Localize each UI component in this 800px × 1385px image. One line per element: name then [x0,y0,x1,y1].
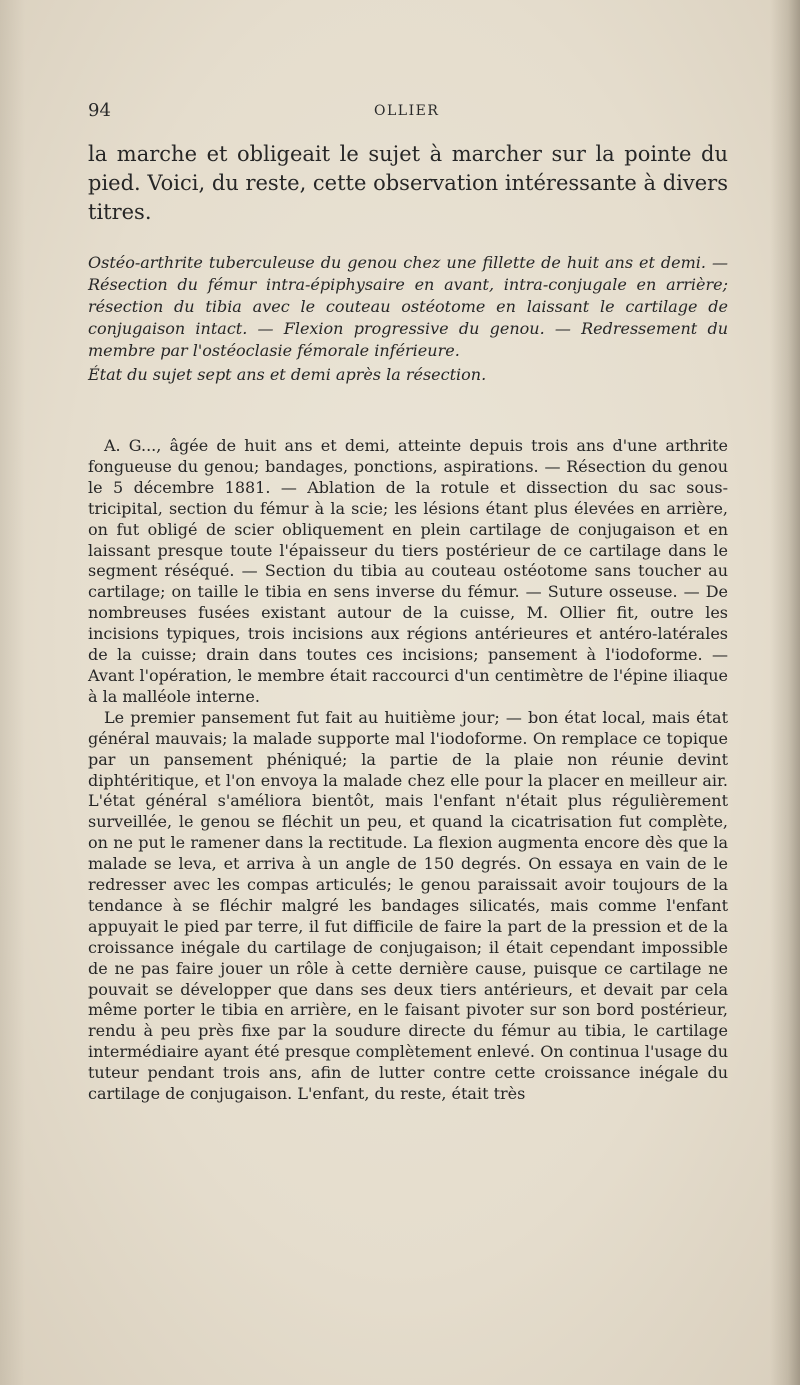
running-head: OLLIER [374,103,440,119]
page-header [88,100,728,124]
opening-paragraph-block [88,140,728,227]
page-left-shadow [0,0,25,1385]
page-number: 94 [88,100,111,121]
case-state: État du sujet sept ans et demi après la résection. [88,365,487,384]
opening-paragraph: la marche et obligeait le sujet à marcher sur la pointe du pied. Voici, du reste, cette observation intéressante à divers titres. [88,142,728,224]
page-right-shadow [770,0,800,1385]
paragraph-case-history: A. G..., âgée de huit ans et demi, atteinte depuis trois ans d'une arthrite fongueuse du genou; bandages, ponctions, aspirations. — Résection du genou le 5 décembre 1881. — Ablation de la rotule et dissection du sac sous-tricipital, section du fémur à la scie; les lésions étant plus élevées en arrière, on fut obligé de scier obliquement en plein cartilage de conjugaison et en laissant presque toute l'épaisseur du tiers postérieur de ce cartilage dans le segment réséqué. — Section du tibia au couteau ostéotome sans toucher au cartilage; on taille le tibia en sens inverse du fémur. — Suture osseuse. — De nombreuses fusées existant autour de la cuisse, M. Ollier fit, outre les incisions typiques, trois incisions aux régions antérieures et antéro-latérales de la cuisse; drain dans toutes ces incisions; pansement à l'iodoforme. — Avant l'opération, le membre était raccourci d'un centimètre de l'épine iliaque à la malléole interne. [88,436,728,706]
paragraph-follow-up: Le premier pansement fut fait au huitième jour; — bon état local, mais état général mauvais; la malade supporte mal l'iodoforme. On remplace ce topique par un pansement phéniqué; la partie de la plaie non réunie devint diphtéritique, et l'on envoya la malade chez elle pour la placer en meilleur air. L'état général s'améliora bientôt, mais l'enfant n'était plus régulièrement surveillée, le genou se fléchit un peu, et quand la cicatrisation fut complète, on ne put le ramener dans la rectitude. La flexion augmenta encore dès que la malade se leva, et arriva à un angle de 150 degrés. On essaya en vain de le redresser avec les compas articulés; le genou paraissait avoir toujours de la tendance à se fléchir malgré les bandages silicatés, mais comme l'enfant appuyait le pied par terre, il fut difficile de faire la part de la pression et de la croissance inégale du cartilage de conjugaison; il était cependant impossible de ne pas faire jouer un rôle à cette dernière cause, puisque ce cartilage ne pouvait se développer que dans ses deux tiers antérieurs, et devait par cela même porter le tibia en arrière, en le faisant pivoter sur son bord postérieur, rendu à peu près fixe par la soudure directe du fémur au tibia, le cartilage intermédiaire ayant été presque complètement enlevé. On continua l'usage du tuteur pendant trois ans, afin de lutter contre cette croissance inégale du cartilage de conjugaison. L'enfant, du reste, était très [88,707,728,1104]
main-text-block [88,436,728,1105]
case-title-block [88,252,728,386]
case-title: Ostéo-arthrite tuberculeuse du genou chez une fillette de huit ans et demi. — Résection du fémur intra-épiphysaire en avant, intra-conjugale en arrière; résection du tibia avec le couteau ostéotome en laissant le cartilage de conjugaison intact. — Flexion progressive du genou. — Redressement du membre par l'ostéoclasie fémorale inférieure. [88,253,728,360]
